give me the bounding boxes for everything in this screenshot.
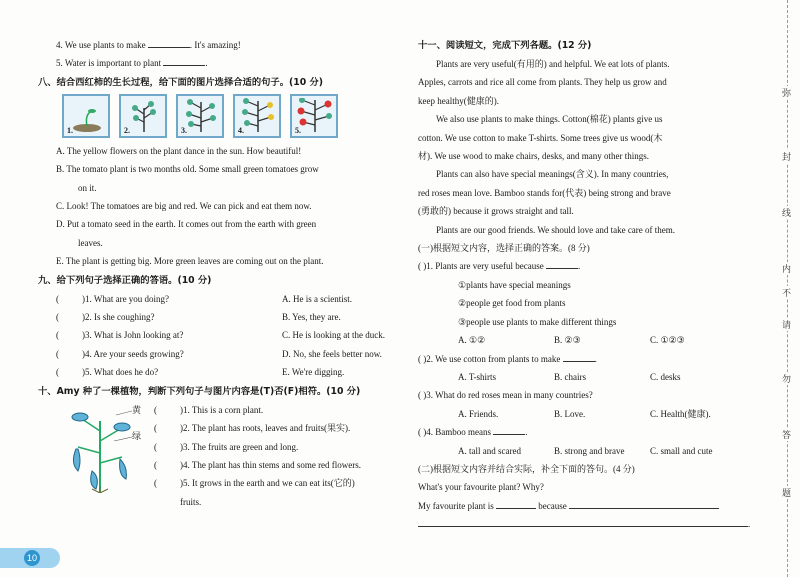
sec8-option-d: D. Put a tomato seed in the earth. It comes out from the earth with green	[56, 219, 317, 230]
fruiting-plant-icon	[296, 98, 334, 132]
frame-3	[176, 94, 224, 138]
q4-end: . It's amazing!	[189, 40, 241, 50]
sec9-row-4	[38, 345, 390, 363]
page-number: 10	[24, 550, 40, 566]
choice-a[interactable]: A. Friends.	[458, 408, 499, 419]
rq4: ( )4. Bamboo means .	[418, 423, 762, 441]
label-yellow: 黄	[132, 404, 142, 415]
choice-c[interactable]: C. ①②③	[650, 335, 685, 346]
rq2-choices	[418, 368, 762, 386]
frame-4-label: 4.	[238, 125, 244, 135]
sec10-item-3	[154, 438, 361, 456]
choice-a[interactable]: A. tall and scared	[458, 445, 521, 456]
sec10-item-5-cont: fruits.	[180, 496, 202, 507]
sec10-text: )4. The plant has thin stems and some red flowers.	[180, 459, 362, 470]
frame-3-label: 3.	[181, 125, 187, 135]
q4-blank[interactable]	[148, 37, 190, 48]
seal-char: 勿	[782, 372, 791, 385]
sec10-item-5	[154, 474, 361, 492]
sec9-question: )3. What is John looking at?	[82, 330, 184, 341]
answer-paren[interactable]: (	[56, 330, 59, 341]
frame-2-label: 2.	[124, 125, 130, 135]
sec9-question: )4. Are your seeds growing?	[82, 348, 184, 359]
reason-blank[interactable]	[569, 498, 719, 509]
seal-char: 请	[782, 318, 791, 331]
reason-blank-2[interactable]	[418, 516, 748, 527]
sec10-item-2	[154, 419, 361, 437]
passage-line-6: 材). We use wood to make chairs, desks, and many other things.	[418, 151, 649, 162]
rq1-text: ( )1. Plants are very useful because	[418, 261, 544, 272]
passage-line-2: Apples, carrots and rice all come from plants. They help us grow and	[418, 77, 667, 88]
sec10-title: 十、Amy 种了一棵植物，判断下列句子与图片内容是(T)否(F)相符。(10 分)	[38, 385, 361, 397]
rq1-opt-2: ②people get food from plants	[458, 298, 566, 309]
passage-line-4: We also use plants to make things. Cotton(棉花) plants give us	[436, 114, 663, 125]
answer-paren[interactable]: (	[154, 459, 157, 470]
seal-char: 弥	[782, 86, 791, 99]
seal-line-margin	[776, 0, 800, 577]
rq4-choices	[418, 442, 762, 460]
seal-char: 内	[782, 262, 791, 275]
sec10-text: )5. It grows in the earth and we can eat its(它的)	[180, 478, 355, 489]
passage-line-10: Plants are our good friends. We should love and take care of them.	[436, 224, 676, 235]
frame-2	[119, 94, 167, 138]
p2-answer	[418, 497, 762, 515]
seal-char: 线	[782, 206, 791, 219]
tomato-growth-frames	[62, 94, 390, 138]
seal-char: 答	[782, 428, 791, 441]
answer-paren[interactable]: (	[56, 312, 59, 323]
part2-title: (二)根据短文内容并结合实际，补全下面的答句。(4 分)	[418, 463, 635, 474]
passage-line-5: cotton. We use cotton to make T-shirts. Some trees give us wood(木	[418, 132, 663, 143]
rq1-opt-1: ①plants have special meanings	[458, 279, 571, 290]
sec10-text: )2. The plant has roots, leaves and fruits(果实).	[180, 423, 351, 434]
p2-because: because	[538, 500, 567, 511]
answer-paren[interactable]: (	[154, 478, 157, 489]
sec8-option-b-cont: on it.	[78, 182, 97, 193]
growing-plant-icon	[182, 98, 220, 132]
p2-answer-lead: My favourite plant is	[418, 500, 494, 511]
p2-question: What's your favourite plant? Why?	[418, 482, 544, 493]
rq1-blank[interactable]	[546, 258, 578, 269]
passage-line-8: red roses mean love. Bamboo stands for(代表) being strong and brave	[418, 187, 671, 198]
rq2-blank[interactable]	[563, 351, 595, 362]
passage-line-7: Plants can also have special meanings(含义). In many countries,	[436, 169, 669, 180]
q5-text: 5. Water is important to plant	[56, 58, 162, 69]
sec9-answer: C. He is looking at the duck.	[282, 330, 385, 341]
small-plant-icon	[125, 98, 163, 132]
rq2: ( )2. We use cotton from plants to make .	[418, 350, 762, 368]
sec8-option-b: B. The tomato plant is two months old. Some small green tomatoes grow	[56, 164, 319, 175]
seal-char: 不	[782, 286, 791, 299]
sec8-option-c: C. Look! The tomatoes are big and red. We can pick and eat them now.	[56, 201, 312, 212]
sec9-row-3	[38, 326, 390, 344]
q5-blank[interactable]	[163, 55, 208, 69]
sec10-block	[38, 401, 390, 507]
pepper-plant-illustration	[56, 401, 144, 493]
seal-char: 题	[782, 486, 791, 499]
q4-text: 4. We use plants to make	[56, 40, 146, 50]
choice-a[interactable]: A. T-shirts	[458, 371, 497, 382]
answer-paren[interactable]: (	[154, 423, 157, 434]
answer-paren[interactable]: (	[56, 293, 59, 304]
sec10-items	[154, 401, 361, 511]
sec8-option-e: E. The plant is getting big. More green leaves are coming out on the plant.	[56, 256, 324, 267]
sec9-question: )2. Is she coughing?	[82, 312, 155, 323]
sec9-answer: B. Yes, they are.	[282, 312, 341, 323]
seal-char: 封	[782, 150, 791, 163]
passage-line-3: keep healthy(健康的).	[418, 95, 499, 106]
right-column	[418, 36, 762, 534]
answer-paren[interactable]: (	[56, 367, 59, 378]
frame-1	[62, 94, 110, 138]
sec9-title: 九、给下列句子选择正确的答语。(10 分)	[38, 274, 212, 286]
sec7-q4	[38, 36, 390, 54]
sec9-answer: A. He is a scientist.	[282, 293, 352, 304]
q5-end: .	[205, 58, 208, 69]
choice-b[interactable]: B. strong and brave	[554, 445, 625, 456]
sec10-text: )3. The fruits are green and long.	[180, 441, 299, 452]
frame-5	[290, 94, 338, 138]
sec9-question: )1. What are you doing?	[82, 293, 170, 304]
sec10-text: )1. This is a corn plant.	[180, 404, 264, 415]
answer-paren[interactable]: (	[56, 348, 59, 359]
part1-title: (一)根据短文内容，选择正确的答案。(8 分)	[418, 243, 590, 254]
sec10-item-1	[154, 401, 361, 419]
choice-b[interactable]: B. Love.	[554, 408, 586, 419]
frame-4	[233, 94, 281, 138]
sec9-row-5	[38, 363, 390, 381]
rq1-choices	[418, 331, 762, 349]
choice-b[interactable]: B. chairs	[554, 371, 586, 382]
rq3: ( )3. What do red roses mean in many countries?	[418, 390, 593, 401]
passage-line-9: (勇敢的) because it grows straight and tall.	[418, 206, 574, 217]
answer-paren[interactable]: (	[154, 404, 157, 415]
rq4-blank[interactable]	[493, 424, 525, 435]
p2-answer-line2: .	[418, 515, 762, 533]
choice-a[interactable]: A. ①②	[458, 335, 486, 346]
choice-b[interactable]: B. ②③	[554, 335, 581, 346]
page-number-tab	[0, 548, 60, 568]
rq1: ( )1. Plants are very useful because .	[418, 257, 762, 275]
rq2-text: ( )2. We use cotton from plants to make	[418, 353, 561, 364]
answer-paren[interactable]: (	[154, 441, 157, 452]
sec8-option-a: A. The yellow flowers on the plant dance in the sun. How beautiful!	[56, 145, 302, 156]
seed-sprout-icon	[68, 98, 106, 132]
sec9-answer: E. We're digging.	[282, 367, 345, 378]
label-green: 绿	[132, 430, 142, 441]
flowering-plant-icon	[239, 98, 277, 132]
rq1-opt-3: ③people use plants to make different things	[458, 316, 617, 327]
choice-c[interactable]: C. small and cute	[650, 445, 713, 456]
choice-c[interactable]: C. desks	[650, 371, 681, 382]
sec7-q5	[38, 54, 390, 72]
rq3-choices	[418, 405, 762, 423]
left-column	[38, 36, 390, 507]
sec9-row-2	[38, 308, 390, 326]
plant-blank[interactable]	[496, 498, 536, 509]
sec8-title: 八、结合西红柿的生长过程，给下面的图片选择合适的句子。(10 分)	[38, 76, 323, 88]
choice-c[interactable]: C. Health(健康).	[650, 408, 711, 419]
sec10-item-4	[154, 456, 361, 474]
passage-line-1: Plants are very useful(有用的) and helpful. We eat lots of plants.	[436, 59, 670, 69]
sec11-title: 十一、阅读短文，完成下列各题。(12 分)	[418, 40, 592, 51]
sec9-question: )5. What does he do?	[82, 367, 159, 378]
sec9-row-1	[38, 290, 390, 308]
sec8-option-d-cont: leaves.	[78, 237, 103, 248]
frame-1-label: 1.	[67, 125, 73, 135]
sec9-answer: D. No, she feels better now.	[282, 348, 382, 359]
frame-5-label: 5.	[295, 125, 301, 135]
rq4-text: ( )4. Bamboo means	[418, 427, 491, 438]
